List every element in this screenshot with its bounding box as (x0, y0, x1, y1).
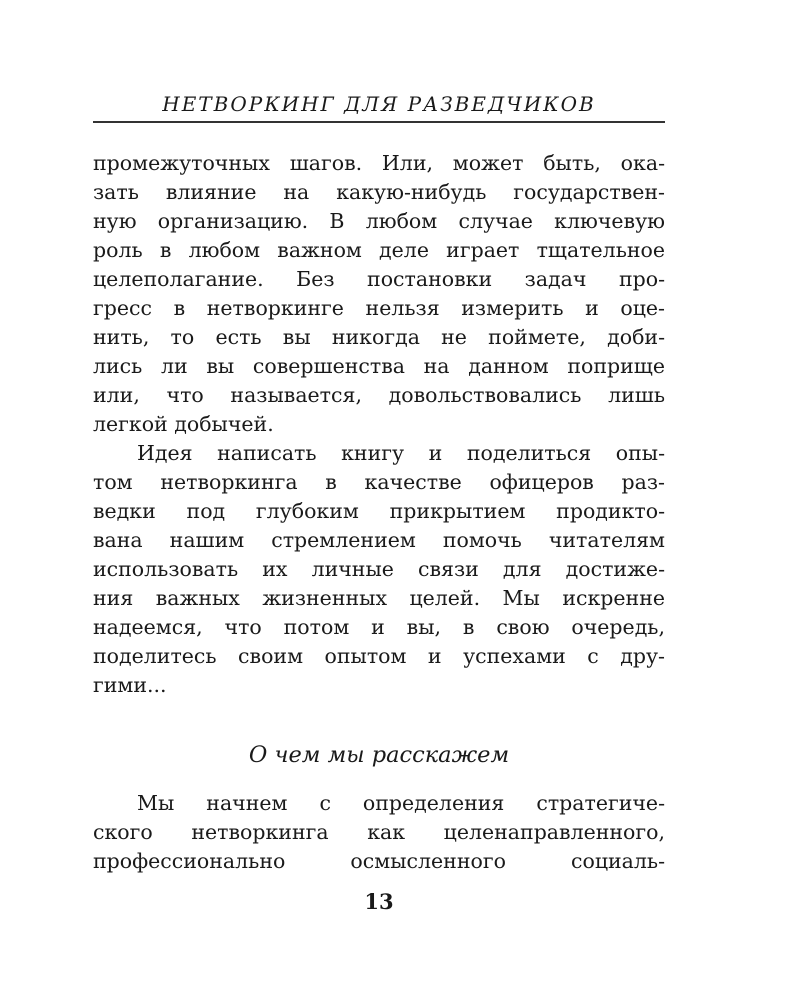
text-line: Мы начнем с определения стратегиче- (137, 791, 665, 815)
text-line: ния важных жизненных целей. Мы искренне (93, 586, 665, 610)
text-line: Идея написать книгу и поделиться опы- (137, 441, 665, 465)
paragraph-section (93, 789, 665, 876)
text-line: ведки под глубоким прикрытием продикто- (93, 499, 665, 523)
text-line: гими... (93, 673, 167, 697)
text-line: профессионально осмысленного социаль- (93, 849, 665, 873)
text-line: поделитесь своим опытом и успехами с дру- (93, 644, 665, 668)
text-line: зать влияние на какую-нибудь государствен- (93, 180, 665, 204)
text-line: легкой добычей. (93, 412, 274, 436)
text-line: гресс в нетворкинге нельзя измерить и оце- (93, 296, 665, 320)
section-heading: О чем мы расскажем (248, 742, 510, 768)
text-line: ную организацию. В любом случае ключевую (93, 209, 665, 233)
running-head: НЕТВОРКИНГ ДЛЯ РАЗВЕДЧИКОВ (162, 92, 596, 116)
page-number: 13 (364, 889, 394, 914)
header-rule (93, 121, 665, 123)
text-line: использовать их личные связи для достиже- (93, 557, 665, 581)
text-line: нить, то есть вы никогда не поймете, доби- (93, 325, 665, 349)
text-line: том нетворкинга в качестве офицеров раз- (93, 470, 665, 494)
text-line: промежуточных шагов. Или, может быть, ока- (93, 151, 665, 175)
text-line: надеемся, что потом и вы, в свою очередь, (93, 615, 665, 639)
text-line: вана нашим стремлением помочь читателям (93, 528, 665, 552)
text-line: ского нетворкинга как целенаправленного, (93, 820, 665, 844)
text-line: или, что называется, довольствовались лишь (93, 383, 665, 407)
text-line: роль в любом важном деле играет тщательное (93, 238, 665, 262)
paragraph-continued (93, 149, 665, 700)
text-line: лись ли вы совершенства на данном поприще (93, 354, 665, 378)
text-line: целеполагание. Без постановки задач про- (93, 267, 665, 291)
